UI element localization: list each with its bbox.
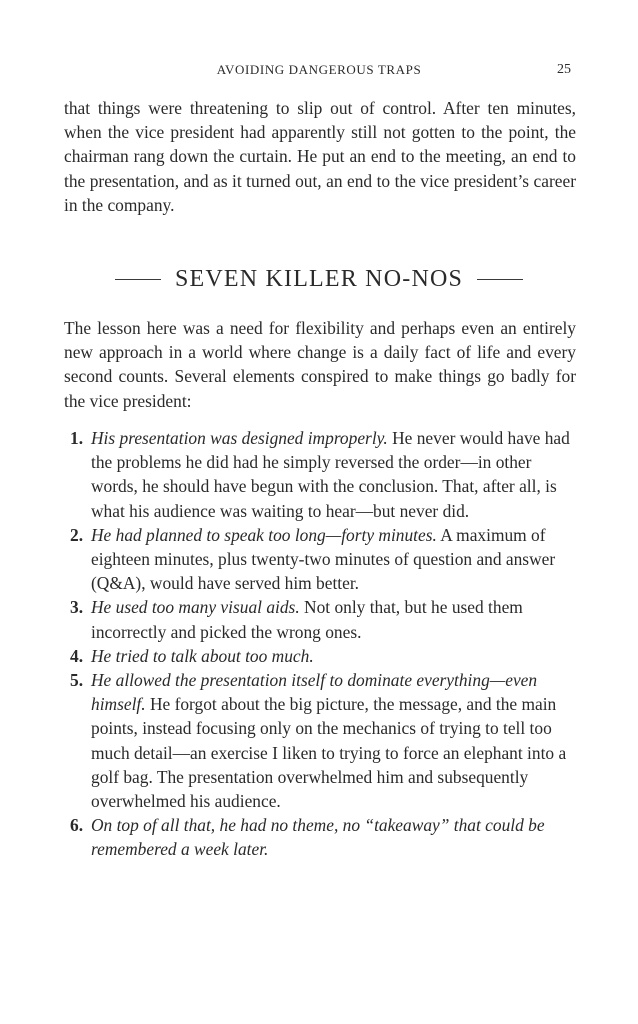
list-item-number: 5. xyxy=(70,670,84,691)
list-item xyxy=(64,426,578,523)
list-item-emphasis: His presentation was designed improperly. xyxy=(91,428,388,448)
list-item-number: 1. xyxy=(70,428,84,448)
list-item-number: 3. xyxy=(70,597,84,618)
no-nos-list xyxy=(64,426,578,862)
list-item-number: 4. xyxy=(70,645,84,666)
list-item-text: He forgot about the big picture, the message, and the main points, instead focusing only on the mechanics of trying to tell too much detail—an exercise I liken to trying to force an elephant into a golf bag. The presentation overwhelmed him and subsequently overwhelmed his audience. xyxy=(91,694,567,812)
heading-rule-left xyxy=(115,279,161,280)
list-item xyxy=(64,644,578,668)
list-item-text: A maximum of eighteen minutes, plus twenty-two minutes of question and answer (Q&A), would have served him better. xyxy=(91,524,556,594)
list-item-emphasis: On top of all that, he had no theme, no “takeaway” that could be remembered a week later. xyxy=(91,815,545,860)
list-item-text: He never would have had the problems he did had he simply reversed the order—in other words, he should have begun with the conclusion. That, after all, is what his audience was waiting to hear—but never did. xyxy=(91,428,570,521)
list-item-emphasis: He allowed the presentation itself to dominate everything—even himself. xyxy=(91,670,538,715)
section-heading-row xyxy=(0,266,638,300)
list-item xyxy=(64,595,578,643)
list-item-emphasis: He tried to talk about too much. xyxy=(91,645,314,666)
list-item-text: Not only that, but he used them incorrectly and picked the wrong ones. xyxy=(91,597,523,642)
list-item-number: 6. xyxy=(70,815,84,836)
list-item xyxy=(64,668,578,813)
running-head xyxy=(0,62,638,80)
list-item-number: 2. xyxy=(70,524,84,545)
page-number: 25 xyxy=(557,62,571,77)
list-item-emphasis: He used too many visual aids. xyxy=(91,597,300,618)
section-heading: SEVEN KILLER NO-NOS xyxy=(174,266,464,292)
list-item xyxy=(64,523,578,596)
opening-paragraph: that things were threatening to slip out of control. After ten minutes, when the vice president had apparently still not gotten to the point, the chairman rang down the curtain. He put an end to the meeting, an end to the presentation, and as it turned out, an end to the vice president’s career in the company. xyxy=(64,98,576,215)
heading-rule-right xyxy=(477,279,523,280)
list-item-emphasis: He had planned to speak too long—forty minutes. xyxy=(91,524,437,545)
list-item xyxy=(64,813,578,861)
running-title: AVOIDING DANGEROUS TRAPS xyxy=(216,62,422,77)
intro-paragraph: The lesson here was a need for flexibility and perhaps even an entirely new approach in a world where change is a daily fact of life and every second counts. Several elements conspired to make things go badly for the vice president: xyxy=(64,318,576,411)
